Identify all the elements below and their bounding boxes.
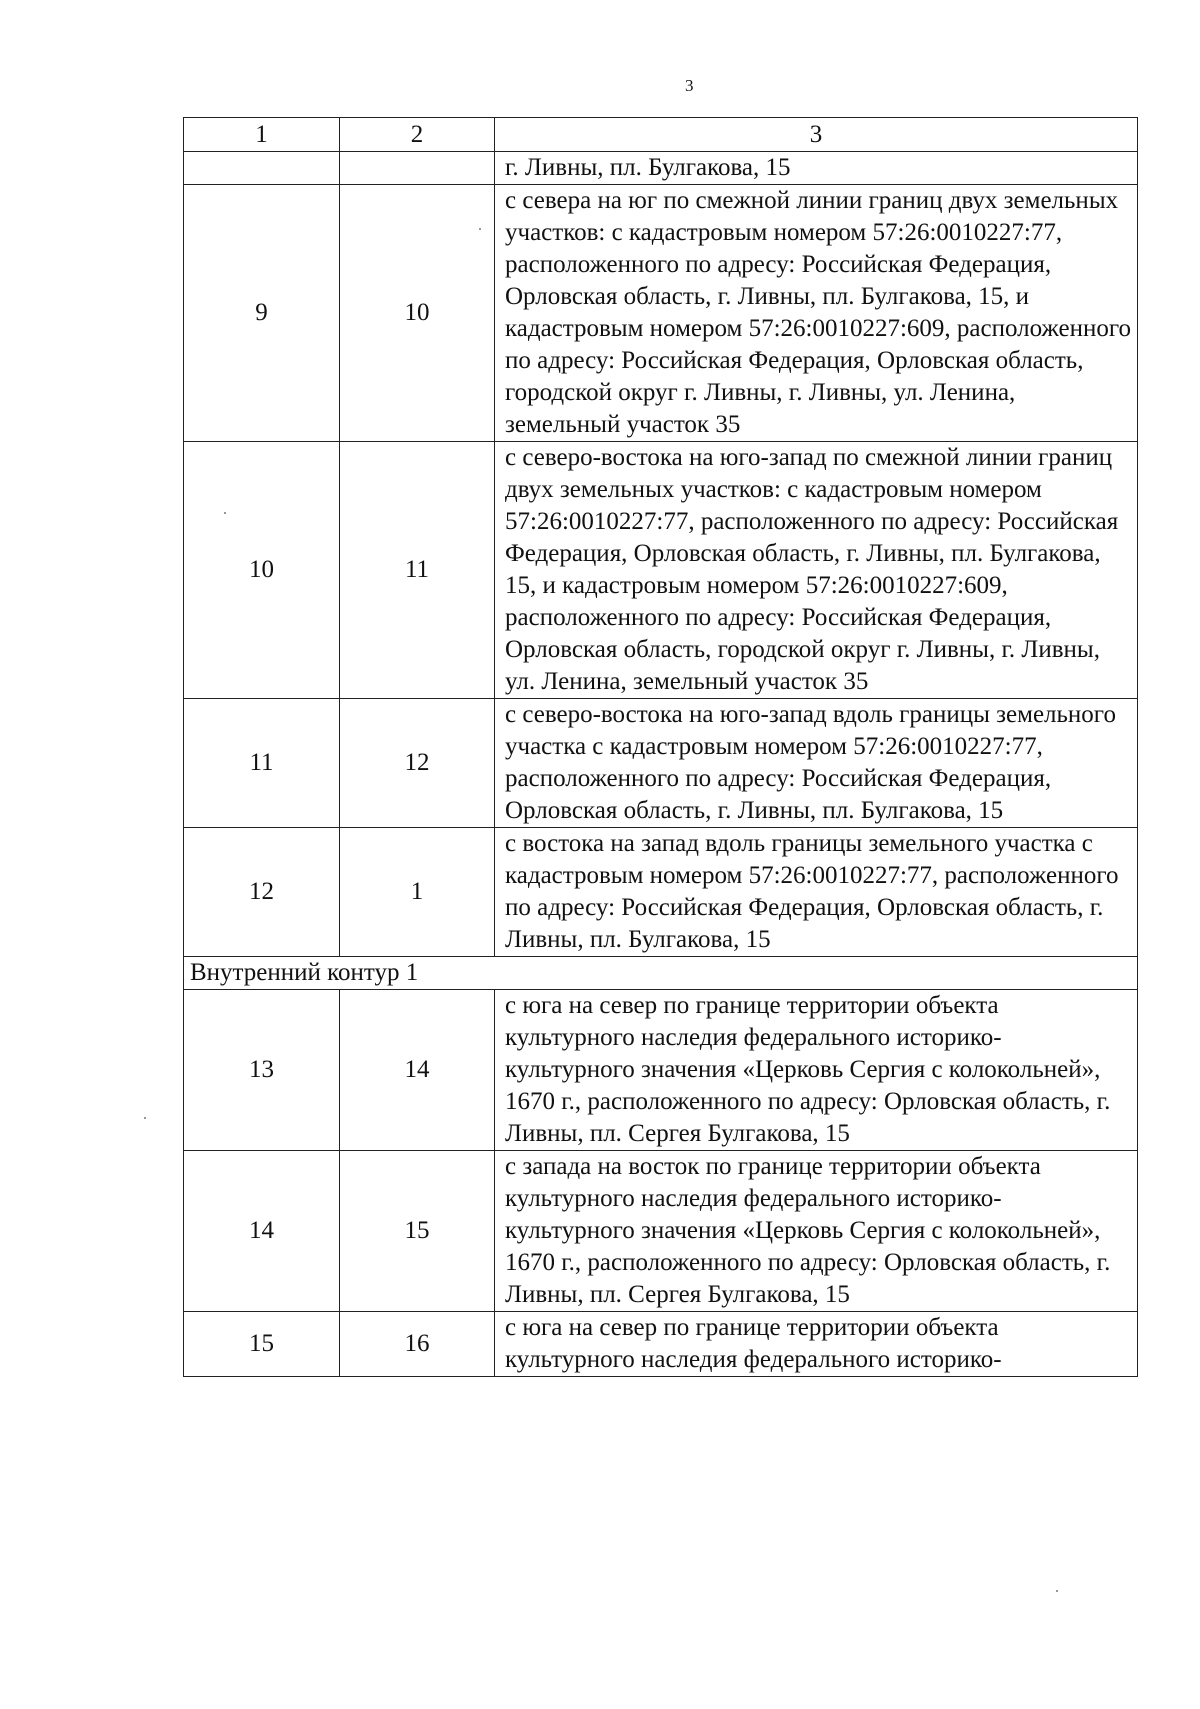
scan-speck xyxy=(224,512,226,514)
scan-speck xyxy=(479,228,481,230)
table-row xyxy=(184,1151,1138,1312)
point-from: 12 xyxy=(184,828,340,957)
boundary-description: с северо-востока на юго-запад вдоль границы земельного участка с кадастровым номером 57:26:0010227:77, расположенного по адресу: Российская Федерация, Орловская область, г. Ливны, пл. Булгакова, 15 xyxy=(495,699,1138,828)
point-from xyxy=(184,152,340,185)
boundary-description: с северо-востока на юго-запад по смежной линии границ двух земельных участков: с кадастровым номером 57:26:0010227:77, расположенного по адресу: Российская Федерация, Орловская область, г. Ливны, пл. Булгакова, 15, и кадастровым номером 57:26:0010227:609, расположенного по адресу: Российская Федерация, Орловская область, городской округ г. Ливны, г. Ливны, ул. Ленина, земельный участок 35 xyxy=(495,442,1138,699)
table-row xyxy=(184,828,1138,957)
table-row xyxy=(184,442,1138,699)
table-row xyxy=(184,185,1138,442)
point-from: 11 xyxy=(184,699,340,828)
contour-label: Внутренний контур 1 xyxy=(184,957,1138,990)
boundary-description: с востока на запад вдоль границы земельного участка с кадастровым номером 57:26:0010227:77, расположенного по адресу: Российская Федерация, Орловская область, г. Ливны, пл. Булгакова, 15 xyxy=(495,828,1138,957)
table-row xyxy=(184,1312,1138,1377)
point-from: 14 xyxy=(184,1151,340,1312)
point-from: 13 xyxy=(184,990,340,1151)
boundary-description: с запада на восток по границе территории объекта культурного наследия федерального историко-культурного значения «Церковь Сергия с колокольней», 1670 г., расположенного по адресу: Орловская область, г. Ливны, пл. Сергея Булгакова, 15 xyxy=(495,1151,1138,1312)
point-to: 15 xyxy=(340,1151,495,1312)
contour-row xyxy=(184,957,1138,990)
column-header: 1 xyxy=(184,118,340,152)
point-from: 15 xyxy=(184,1312,340,1377)
point-from: 10 xyxy=(184,442,340,699)
table-row xyxy=(184,152,1138,185)
table-row xyxy=(184,990,1138,1151)
point-to: 12 xyxy=(340,699,495,828)
table-row xyxy=(184,699,1138,828)
table-header-row xyxy=(184,118,1138,152)
boundary-description-table xyxy=(183,117,1138,1377)
point-to: 1 xyxy=(340,828,495,957)
boundary-description: с юга на север по границе территории объекта культурного наследия федерального историко- xyxy=(495,1312,1138,1377)
boundary-description: с севера на юг по смежной линии границ двух земельных участков: с кадастровым номером 57:26:0010227:77, расположенного по адресу: Российская Федерация, Орловская область, г. Ливны, пл. Булгакова, 15, и кадастровым номером 57:26:0010227:609, расположенного по адресу: Российская Федерация, Орловская область, городской округ г. Ливны, г. Ливны, ул. Ленина, земельный участок 35 xyxy=(495,185,1138,442)
column-header: 2 xyxy=(340,118,495,152)
point-to xyxy=(340,152,495,185)
column-header: 3 xyxy=(495,118,1138,152)
point-to: 10 xyxy=(340,185,495,442)
point-from: 9 xyxy=(184,185,340,442)
point-to: 11 xyxy=(340,442,495,699)
page-number: 3 xyxy=(685,76,694,95)
scan-speck xyxy=(144,1117,146,1119)
scan-speck xyxy=(1056,1590,1058,1592)
point-to: 14 xyxy=(340,990,495,1151)
point-to: 16 xyxy=(340,1312,495,1377)
boundary-description: г. Ливны, пл. Булгакова, 15 xyxy=(495,152,1138,185)
boundary-description: с юга на север по границе территории объекта культурного наследия федерального историко-культурного значения «Церковь Сергия с колокольней», 1670 г., расположенного по адресу: Орловская область, г. Ливны, пл. Сергея Булгакова, 15 xyxy=(495,990,1138,1151)
